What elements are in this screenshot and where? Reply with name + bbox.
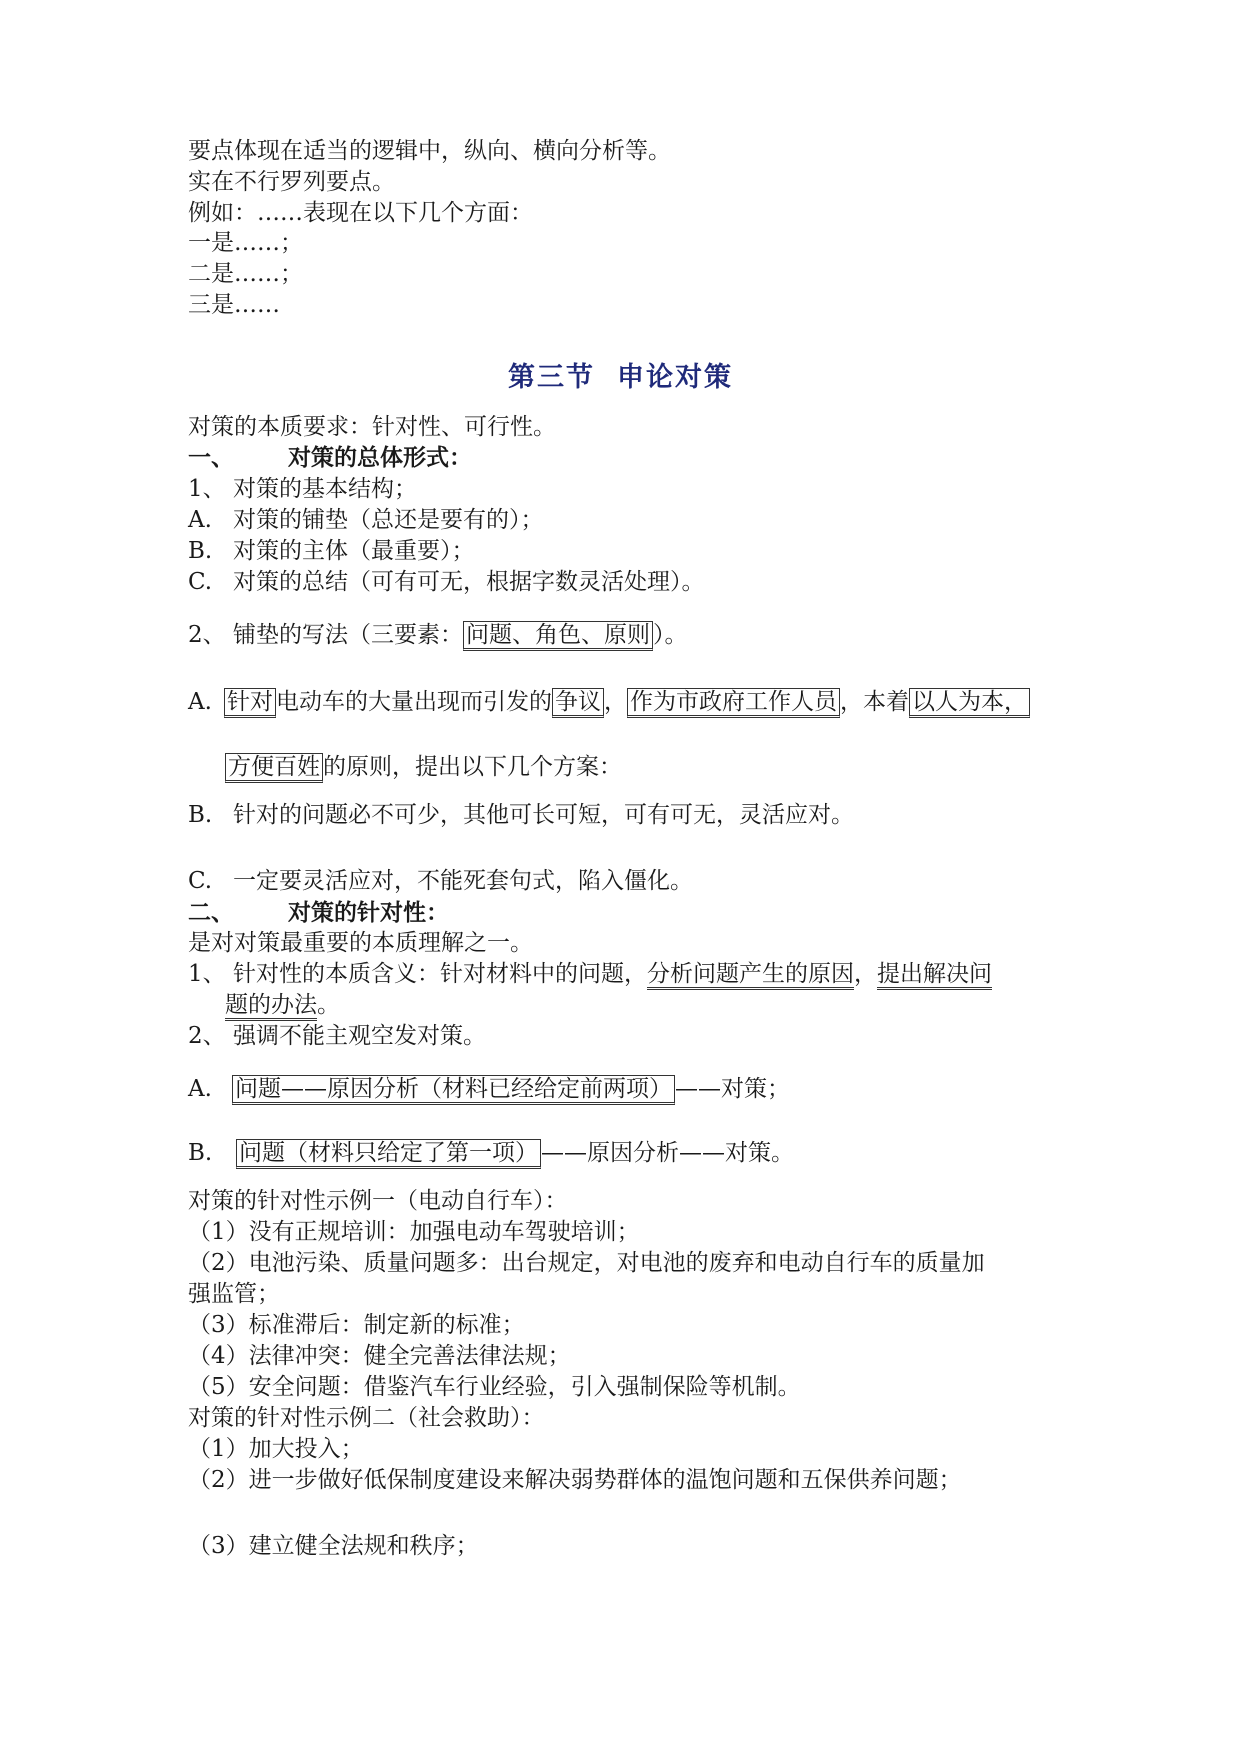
list-item: （5）安全问题：借鉴汽车行业经验，引入强制保险等机制。 [188,1374,801,1400]
section-title-number: 第三节 [508,362,595,393]
example-line: B. 针对的问题必不可少，其他可长可短，可有可无，灵活应对。 [188,802,854,828]
list-item: B. 对策的主体（最重要）； [188,538,475,564]
text-line: 例如：……表现在以下几个方面： [188,200,533,226]
boxed-phrase: 以人为本， [909,688,1030,718]
example-title: 对策的针对性示例一（电动自行车）： [188,1188,568,1214]
boxed-phrase: 针对 [224,688,276,718]
intro-line: 对策的本质要求：针对性、可行性。 [188,414,556,440]
section-title-text: 申论对策 [617,362,733,393]
list-item: 1、 针对性的本质含义：针对材料中的问题，分析问题产生的原因，提出解决问 [188,959,992,990]
list-item: （3）标准滞后：制定新的标准； [188,1312,525,1338]
text-line: 三是…… [188,292,280,318]
list-item: （2）进一步做好低保制度建设来解决弱势群体的温饱问题和五保供养问题； [188,1467,962,1493]
text-line: 一是……； [188,230,303,256]
text-line: 实在不行罗列要点。 [188,169,395,195]
underlined-phrase: 提出解决问 [877,961,992,990]
boxed-phrase: 问题、角色、原则 [463,621,653,651]
example-line: A. 针对 电动车的大量出现而引发的 争议 ， 作为市政府工作人员 ，本着 以人为本， [188,687,1030,718]
list-item: （4）法律冲突：健全完善法律法规； [188,1343,571,1369]
part1-number: 一、 [188,444,234,471]
boxed-phrase: 争议 [552,688,604,718]
part1-heading-text: 对策的总体形式： [288,444,472,471]
boxed-phrase: 方便百姓 [225,753,323,783]
list-item: （2）电池污染、质量问题多：出台规定，对电池的废弃和电动自行车的质量加 [188,1250,985,1276]
underlined-phrase: 题的办法 [225,992,317,1021]
example-line: A. 问题——原因分析（材料已经给定前两项） ——对策； [188,1074,790,1105]
list-item: 1、 对策的基本结构； [188,476,417,502]
part2-number: 二、 [188,899,234,926]
example-title: 对策的针对性示例二（社会救助）： [188,1405,545,1431]
text-line: 要点体现在适当的逻辑中，纵向、横向分析等。 [188,138,671,164]
section-title [0,358,1241,398]
text-line: 二是……； [188,261,303,287]
underlined-phrase: 分析问题产生的原因 [647,961,854,990]
list-item: 强监管； [188,1281,280,1307]
part2-heading [188,897,449,928]
list-item: （1）没有正规培训：加强电动车驾驶培训； [188,1219,640,1245]
list-item: 2、 铺垫的写法（三要素： 问题、角色、原则 ）。 [188,620,688,651]
list-item: A. 对策的铺垫（总还是要有的）； [188,507,544,533]
boxed-phrase: 问题——原因分析（材料已经给定前两项） [232,1075,675,1105]
list-item-continuation: 题的办法。 [225,990,340,1021]
text-line: 是对对策最重要的本质理解之一。 [188,930,533,956]
boxed-phrase: 作为市政府工作人员 [627,688,840,718]
example-line: B. 问题（材料只给定了第一项） ——原因分析——对策。 [188,1138,794,1169]
part2-heading-text: 对策的针对性： [288,899,449,926]
list-item: C. 对策的总结（可有可无，根据字数灵活处理）。 [188,569,705,595]
example-line: C. 一定要灵活应对，不能死套句式，陷入僵化。 [188,868,693,894]
list-item: 2、 强调不能主观空发对策。 [188,1023,486,1049]
example-line: 方便百姓 的原则，提出以下几个方案： [225,752,622,783]
part1-heading [188,442,472,473]
list-item: （1）加大投入； [188,1436,364,1462]
boxed-phrase: 问题（材料只给定了第一项） [236,1139,541,1169]
list-item: （3）建立健全法规和秩序； [188,1533,479,1559]
